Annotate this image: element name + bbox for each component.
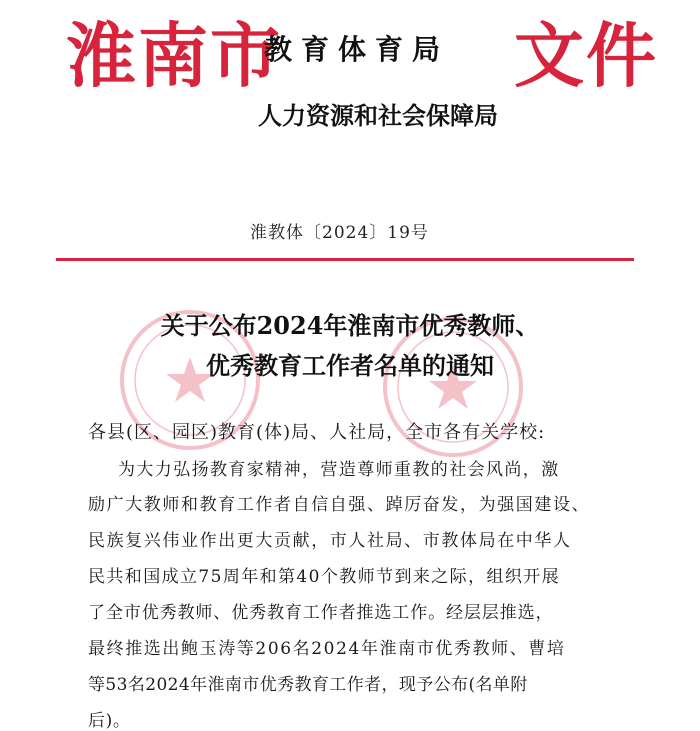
body-line: 后)。 [88,711,131,731]
body-line: 励广大教师和教育工作者自信自强、踔厉奋发，为强国建设、 [88,495,591,515]
salutation: 各县(区、园区)教育(体)局、人社局，全市各有关学校: [88,422,546,443]
body-line: 为大力弘扬教育家精神，营造尊师重教的社会风尚，激 [118,460,560,480]
body-line: 了全市优秀教师、优秀教育工作者推选工作。经层层推选， [88,603,554,623]
notice-title-line-1: 关于公布2024年淮南市优秀教师、 [160,311,540,340]
body-line: 民族复兴伟业作出更大贡献，市人社局、市教体局在中华人 [88,531,572,551]
header-issuer-education: 教育体育局 [264,33,450,66]
header-doc-type: 文件 [514,15,658,97]
body-line: 等53名2024年淮南市优秀教育工作者，现予公布(名单附 [88,675,528,695]
header-issuer-hrss: 人力资源和社会保障局 [258,102,498,130]
document-number: 淮教体〔2024〕19号 [250,223,429,243]
red-divider-line [56,258,634,261]
notice-title-line-2: 优秀教育工作者名单的通知 [206,351,494,380]
header-city: 淮南市 [66,15,282,97]
body-line: 最终推选出鲍玉涛等206名2024年淮南市优秀教师、曹培 [88,639,566,659]
body-line: 民共和国成立75周年和第40个教师节到来之际，组织开展 [88,567,561,587]
